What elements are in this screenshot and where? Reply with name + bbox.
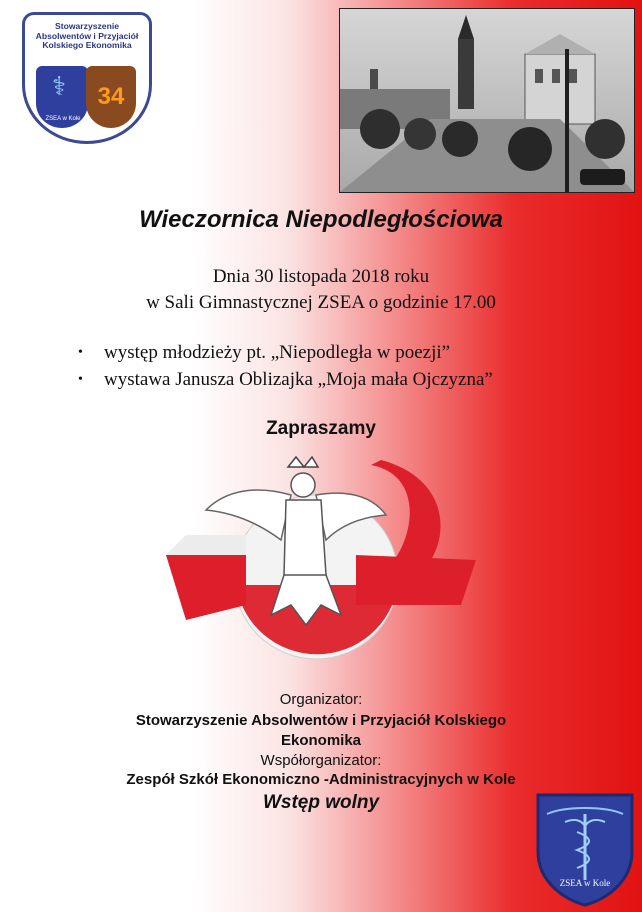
free-entry-text: Wstęp wolny <box>262 792 380 813</box>
school-logo <box>535 792 635 907</box>
association-logo <box>22 12 152 144</box>
bullet-icon: • <box>78 372 83 387</box>
badge-caption: ZSEA w Kole <box>45 116 81 122</box>
coorganizer-label: Współorganizator: <box>260 752 382 769</box>
historic-town-photo <box>339 8 635 193</box>
caduceus-icon: ⚕ <box>52 72 67 101</box>
program-item <box>78 342 450 364</box>
brown-badge <box>86 66 136 128</box>
event-place: w Sali Gimnastycznej ZSEA o godzinie 17.00 <box>146 292 496 313</box>
invitation-text: Zapraszamy <box>266 418 376 439</box>
logo-text-line: Stowarzyszenie <box>55 21 119 31</box>
event-title: Wieczornica Niepodległościowa <box>139 206 503 233</box>
organizer-label: Organizator: <box>279 691 363 708</box>
program-item <box>78 369 493 391</box>
coorganizer-name: Zespół Szkół Ekonomiczno -Administracyjnych w Kole <box>126 771 516 788</box>
eagle-flag-emblem <box>166 455 492 673</box>
program-item-text: występ młodzieży pt. „Niepodległa w poezji” <box>104 342 451 363</box>
anniversary-number: 34 <box>97 83 125 110</box>
logo-text-line: Kolskiego Ekonomika <box>42 40 132 51</box>
program-item-text: wystawa Janusza Oblizajka „Moja mała Ojczyzna” <box>104 369 493 390</box>
event-date: Dnia 30 listopada 2018 roku <box>212 266 430 287</box>
school-logo-caption: ZSEA w Kole <box>559 878 611 888</box>
organizer-name: Stowarzyszenie Absolwentów i Przyjaciół Kolskiego Ekonomika <box>135 712 507 749</box>
bullet-icon: • <box>78 345 83 360</box>
logo-text-line: Absolwentów i Przyjaciół <box>35 30 139 41</box>
association-logo-text <box>28 22 146 51</box>
